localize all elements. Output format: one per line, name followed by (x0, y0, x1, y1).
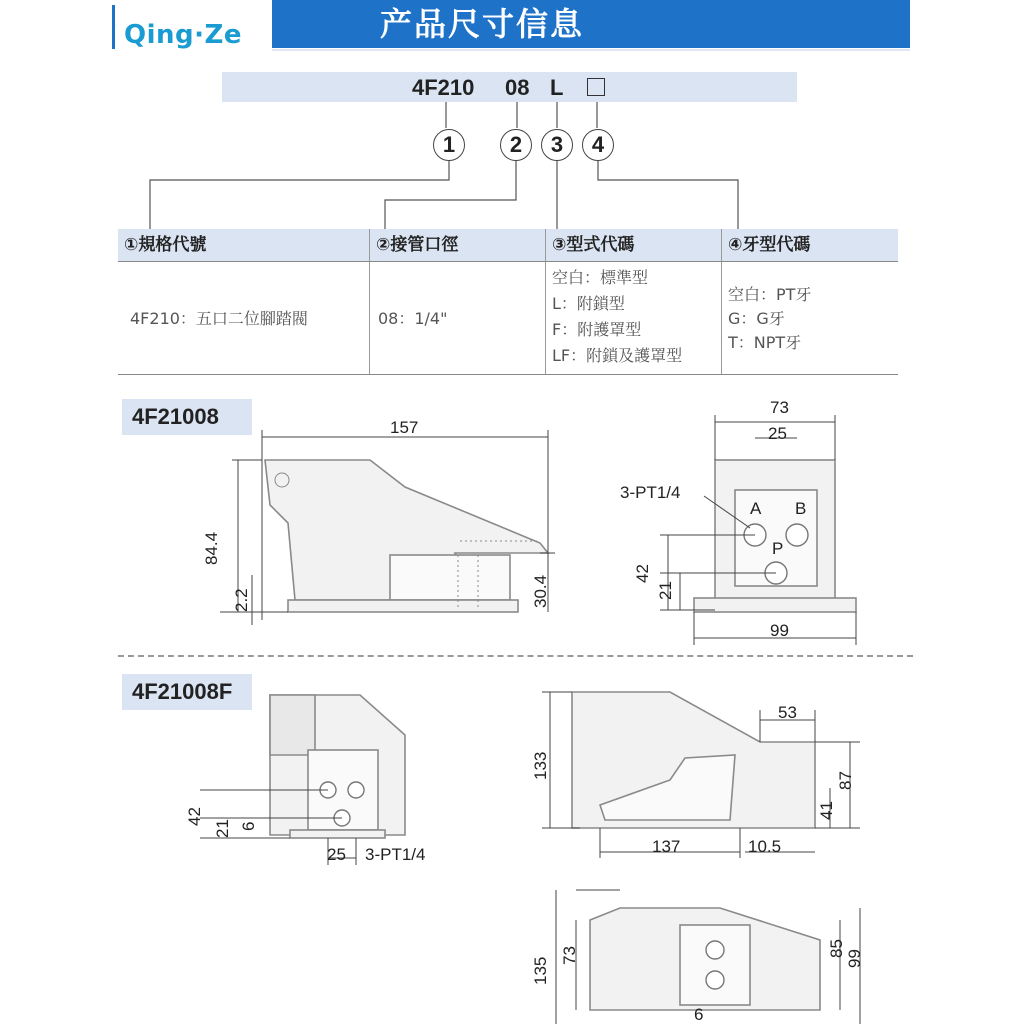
dim-width-73: 73 (770, 398, 789, 417)
dim-pedal-30-4: 30.4 (531, 574, 550, 608)
dim-top-w-85: 85 (827, 939, 846, 958)
table-divider (721, 229, 722, 375)
table-divider (369, 229, 370, 375)
table-header-type: ③型式代碼 (552, 235, 635, 255)
table-cell-type: L：附鎖型 (552, 294, 625, 313)
callout-2: 2 (500, 129, 532, 161)
guard-port-label: 3-PT1/4 (365, 845, 426, 864)
dim-spacing-25: 25 (768, 424, 787, 443)
dim-guard-top-53: 53 (778, 703, 797, 722)
guard-side-view-drawing (520, 680, 880, 870)
dim-guard-h-41: 41 (817, 801, 836, 820)
dim-guard-length-137: 137 (652, 837, 681, 856)
table-cell-type: 空白：標準型 (552, 268, 649, 287)
dim-height-84-4: 84.4 (202, 531, 221, 565)
brand-logo: Qing·Ze (124, 20, 242, 50)
model-code-port: 08 (505, 75, 530, 100)
dim-length-157: 157 (390, 418, 419, 437)
dim-base-2-2: 2.2 (232, 588, 251, 612)
table-cell-port: 08：1/4" (378, 309, 448, 328)
table-header-thread: ④牙型代碼 (728, 235, 811, 255)
model-code-option: L (550, 75, 564, 100)
table-header-spec: ①規格代號 (124, 235, 207, 255)
dim-base-99: 99 (770, 621, 789, 640)
callout-4: 4 (582, 129, 614, 161)
section-divider (118, 655, 913, 657)
table-cell-thread: G：G牙 (728, 309, 785, 328)
dim-guard-h-87: 87 (836, 771, 855, 790)
callout-3: 3 (541, 129, 573, 161)
dim-guard-height-133: 133 (531, 751, 550, 780)
port-b-label: B (795, 499, 807, 518)
table-header-port: ②接管口徑 (376, 235, 459, 255)
dim-top-w-99: 99 (845, 949, 864, 968)
dim-guard-offset-10-5: 10.5 (748, 837, 782, 856)
dim-guard-h-21: 21 (213, 819, 232, 838)
dim-guard-h-6: 6 (239, 821, 258, 831)
page-title: 产品尺寸信息 (379, 5, 584, 43)
port-p-label: P (772, 539, 784, 558)
callout-leaders (0, 0, 1024, 400)
table-cell-type: LF：附鎖及護罩型 (552, 346, 683, 365)
model-code-base: 4F210 (412, 75, 475, 100)
table-cell-type: F：附護罩型 (552, 320, 642, 339)
table-cell-thread: T：NPT牙 (728, 333, 802, 352)
port-label: 3-PT1/4 (620, 483, 681, 502)
dim-top-depth-135: 135 (531, 956, 550, 985)
port-a-label: A (750, 499, 762, 518)
dim-top-small-6: 6 (694, 1005, 704, 1024)
side-view-drawing (210, 425, 570, 635)
table-divider (545, 229, 546, 375)
dim-top-inner-73: 73 (560, 946, 579, 965)
table-rule (118, 374, 898, 375)
dim-h-21: 21 (656, 581, 675, 600)
dim-h-42: 42 (633, 564, 652, 583)
table-cell-thread: 空白：PT牙 (728, 285, 812, 304)
table-cell-spec: 4F210：五口二位腳踏閥 (130, 309, 308, 328)
callout-1: 1 (433, 129, 465, 161)
section-label-4f21008f: 4F21008F (122, 674, 252, 710)
front-view-drawing (600, 400, 880, 650)
table-rule (118, 261, 898, 262)
dim-guard-spacing-25: 25 (327, 845, 346, 864)
dim-guard-h-42: 42 (185, 807, 204, 826)
section-label-4f21008: 4F21008 (122, 399, 252, 435)
